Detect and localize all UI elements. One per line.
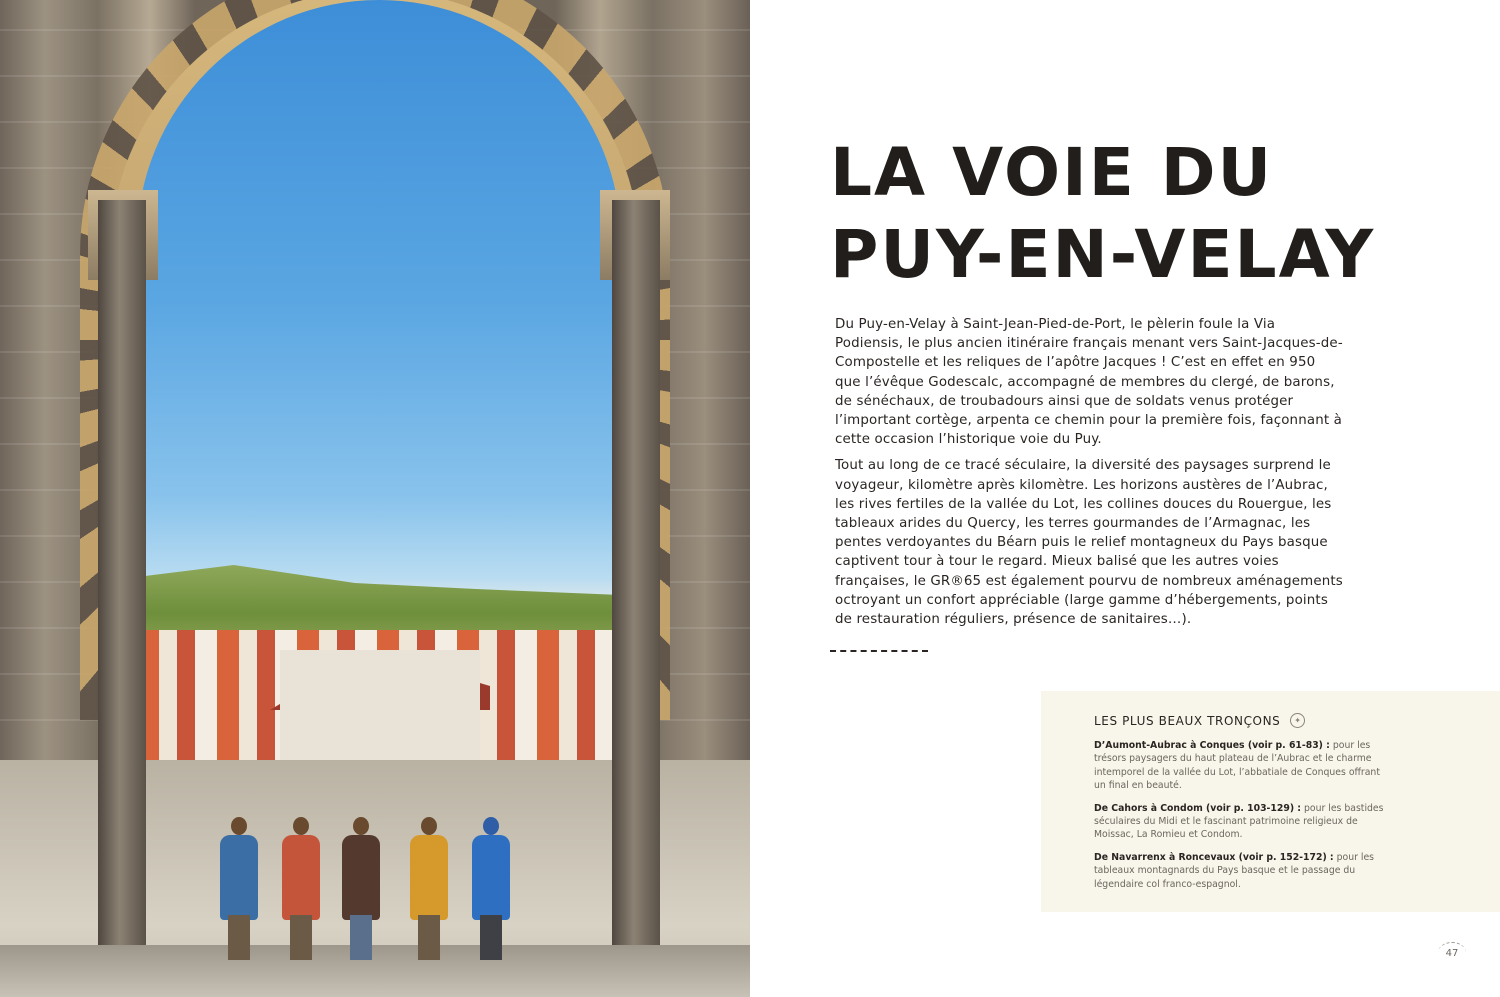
inset-item <box>1094 851 1384 891</box>
dashed-divider <box>830 650 928 652</box>
inset-item <box>1094 739 1384 793</box>
paragraph-1: Du Puy-en-Velay à Saint-Jean-Pied-de-Port, le pèlerin foule la Via Podiensis, le plus ancien itinéraire français menant vers Saint-Jacques-de-Compostelle et les reliques de l’apôtre Jacques ! C’est en effet en 950 que l’évêque Godescalc, accompagné de membres du clergé, de barons, de sénéchaux, de troubadours ainsi que de soldats venus protéger l’important cortège, arpenta ce chemin pour la première fois, façonnant à cette occasion l’historique voie du Puy. <box>835 317 1343 448</box>
inset-title-text: LES PLUS BEAUX TRONÇONS <box>1094 713 1281 728</box>
shell-icon: ✦ <box>1290 713 1305 728</box>
inset-box-best-sections <box>1041 691 1500 912</box>
inset-item-heading: D’Aumont-Aubrac à Conques (voir p. 61-83) : <box>1094 740 1330 751</box>
page-number: 47 <box>1438 942 1466 963</box>
hikers-group <box>210 800 520 960</box>
column-left <box>98 200 146 997</box>
paragraph-2: Tout au long de ce tracé séculaire, la diversité des paysages surprend le voyageur, kilomètre après kilomètre. Les horizons austères de l’Aubrac, les rives fertiles de la vallée du Lot, les collines douces du Rouergue, les tableaux arides du Quercy, les terres gourmandes de l’Armagnac, les pentes verdoyantes du Béarn puis le relief montagneux du Pays basque captivent tour à tour le regard. Mieux balisé que les autres voies françaises, le GR®65 est également pourvu de nombreux aménagements octroyant un confort appréciable (large gamme d’hébergements, points de restauration réguliers, présence de sanitaires…). <box>835 458 1343 628</box>
inset-item-text: pour les tableaux montagnards du Pays basque et le passage du légendaire col franco-espagnol. <box>1094 851 1375 890</box>
inset-item-text: pour les trésors paysagers du haut plateau de l’Aubrac et le charme intemporel de la vallée du Lot, l’abbatiale de Conques offrant un final en beauté. <box>1094 740 1380 792</box>
page-title <box>830 132 1375 296</box>
title-line-2: PUY-EN-VELAY <box>830 216 1376 293</box>
inset-list <box>1094 739 1384 900</box>
title-line-1: LA VOIE DU <box>830 134 1274 211</box>
inset-item-heading: De Cahors à Condom (voir p. 103-129) : <box>1094 802 1302 814</box>
column-right <box>612 200 660 997</box>
inset-item <box>1094 802 1384 842</box>
inset-item-heading: De Navarrenx à Roncevaux (voir p. 152-172) : <box>1094 851 1334 863</box>
inset-title <box>1094 713 1305 728</box>
body-text <box>835 315 1345 636</box>
inset-item-text: pour les bastides séculaires du Midi et le fascinant patrimoine religieux de Moissac, La Romieu et Condom. <box>1094 802 1384 841</box>
